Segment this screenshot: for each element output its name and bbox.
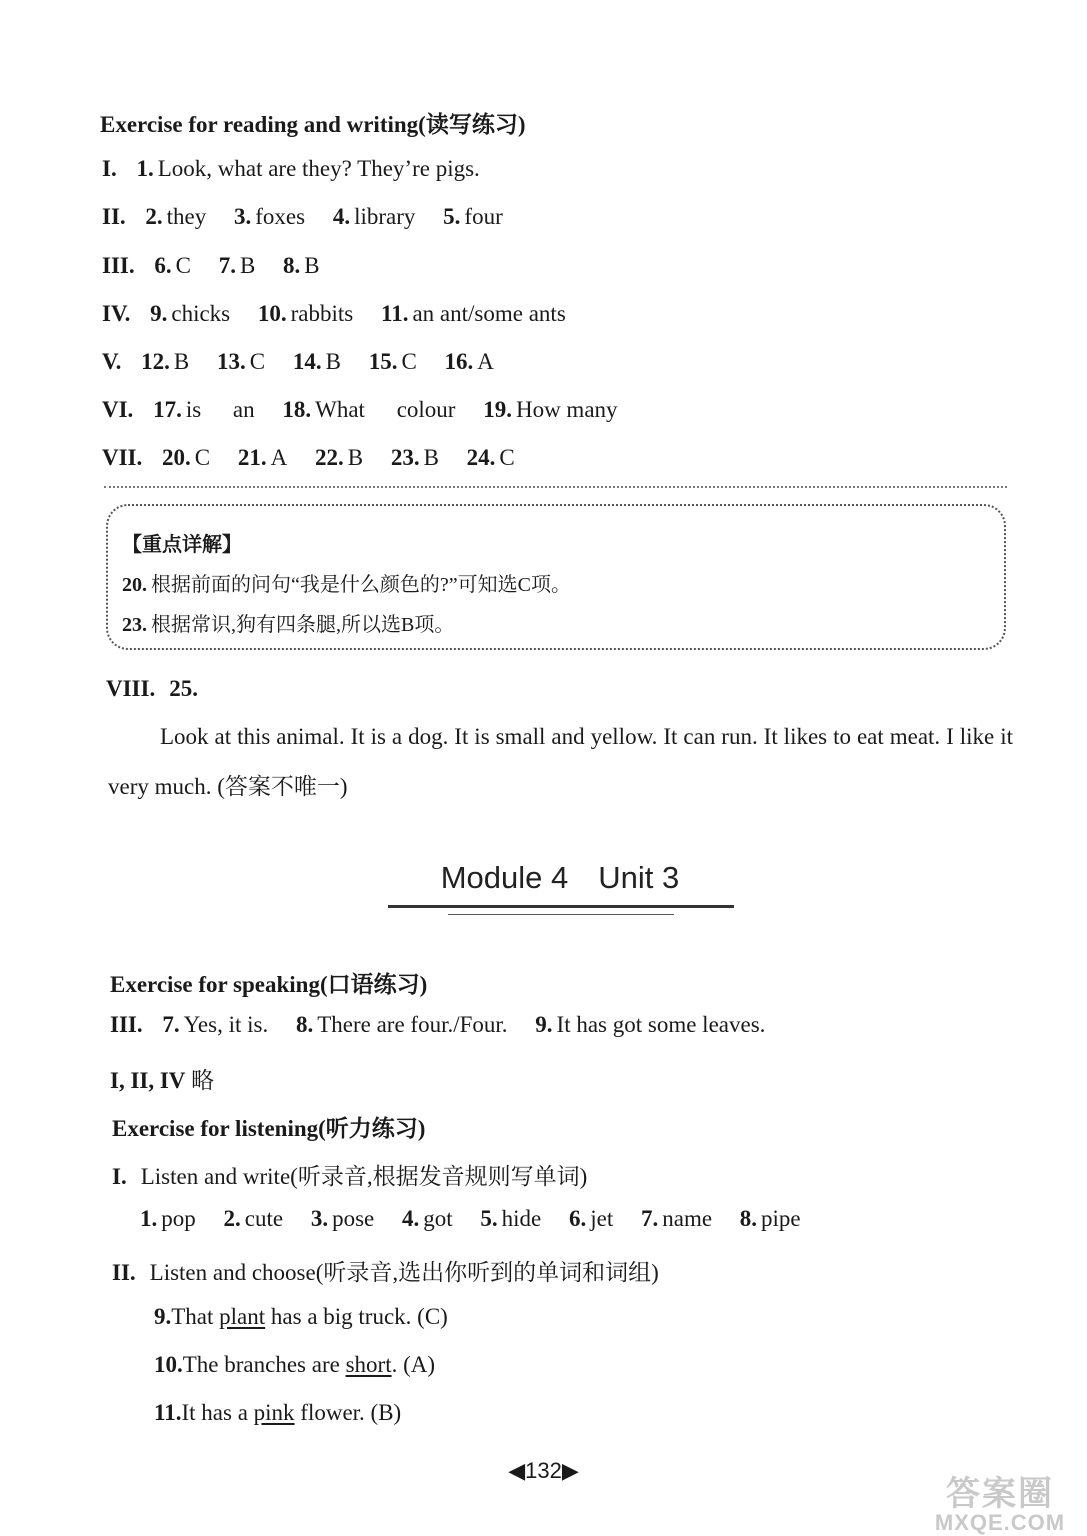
sentence-text: That [171, 1304, 220, 1329]
roman-numeral: I, II, IV [110, 1068, 186, 1093]
listening-part-i-title [112, 1158, 587, 1191]
module-label: Module 4 [440, 860, 569, 895]
answer-text: is [185, 397, 202, 422]
title-underline-thin [448, 914, 674, 915]
answer-text: C [249, 349, 266, 374]
answer-text: cute [244, 1206, 284, 1231]
answer-text: Yes, it is. [183, 1012, 269, 1037]
question-number: 3. [234, 204, 252, 229]
question-number: 10. [154, 1352, 183, 1377]
question-number: 9. [154, 1304, 172, 1329]
question-number: 23. [122, 614, 147, 636]
watermark-text: 答案圈 [946, 1475, 1054, 1513]
heading-text-cn: (口语练习) [319, 972, 428, 997]
underlined-word: pink [253, 1400, 295, 1425]
answer-text: C [194, 445, 211, 470]
question-number: 4. [332, 204, 351, 229]
roman-numeral: V. [102, 349, 122, 374]
answer-text: There are four./Four. [317, 1012, 508, 1037]
listening-sentence [154, 1400, 401, 1426]
question-number: 5. [443, 204, 461, 229]
answer-row-iii [102, 253, 342, 279]
sentence-text: It has a [181, 1400, 254, 1425]
question-number: 8. [739, 1206, 758, 1231]
answer-text: pop [161, 1206, 196, 1231]
roman-numeral: VI. [102, 397, 134, 422]
question-number: 8. [295, 1012, 314, 1037]
roman-numeral: II. [112, 1260, 136, 1285]
sentence-text: . (A) [391, 1352, 436, 1377]
question-number: 22. [314, 445, 344, 470]
question-number: 6. [154, 253, 172, 278]
section-divider [104, 486, 1007, 488]
answer-text: hide [501, 1206, 542, 1231]
question-number: 21. [237, 445, 267, 470]
answer-row-i [102, 156, 502, 182]
listening-part-ii-title [112, 1254, 659, 1287]
answer-text: got [423, 1206, 453, 1231]
answer-text: Look, what are they? They’re pigs. [157, 156, 480, 181]
heading-text: Exercise for speaking [110, 972, 320, 997]
explanation-text: 根据常识,狗有四条腿,所以选B项。 [151, 614, 455, 636]
answer-text: B [325, 349, 341, 374]
question-number: 12. [141, 349, 170, 374]
answer-text: C [175, 253, 191, 278]
explanation-text: 根据前面的问句“我是什么颜色的?”可知选C项。 [151, 574, 571, 596]
answer-text: B [173, 349, 190, 374]
answer-text: library [354, 204, 416, 229]
sentence-text: The branches are [182, 1352, 346, 1377]
answer-text: A [477, 349, 494, 374]
answer-text: pipe [761, 1206, 801, 1231]
page-number: ◀132▶ [508, 1458, 579, 1483]
sentence-text: flower. (B) [294, 1400, 402, 1425]
answer-text: B [239, 253, 256, 278]
question-number: 19. [483, 397, 512, 422]
underlined-word: plant [219, 1304, 266, 1329]
roman-numeral: VIII. [106, 676, 156, 701]
question-number: 1. [140, 1206, 158, 1231]
answer-text: C [401, 349, 417, 374]
question-number: 4. [401, 1206, 420, 1231]
question-number: 7. [162, 1012, 180, 1037]
question-number: 6. [568, 1206, 587, 1231]
key-point-line [122, 608, 454, 637]
question-number: 2. [145, 204, 163, 229]
question-number: 20. [162, 445, 191, 470]
question-number: 1. [136, 156, 154, 181]
question-number: 24. [466, 445, 496, 470]
answer-text: chicks [171, 301, 231, 326]
section-heading-reading-writing [100, 106, 526, 139]
watermark-url: MXQE.COM [934, 1510, 1066, 1535]
roman-numeral: VII. [102, 445, 143, 470]
part-title: Listen and choose [149, 1260, 316, 1285]
question-number: 9. [150, 301, 168, 326]
question-number: 10. [257, 301, 287, 326]
roman-numeral: I. [112, 1164, 127, 1189]
part-title: Listen and write [140, 1164, 291, 1189]
answer-text: an [232, 397, 255, 422]
answer-row-iv [102, 301, 588, 327]
question-number: 7. [640, 1206, 659, 1231]
heading-text: Exercise for listening [112, 1116, 319, 1141]
answer-row-vii [102, 445, 537, 471]
module-title [386, 860, 734, 896]
heading-text-cn: (听力练习) [318, 1116, 426, 1141]
question-number: 8. [283, 253, 301, 278]
answer-text: B [304, 253, 320, 278]
section-heading-speaking [110, 966, 427, 999]
answer-text: pose [332, 1206, 375, 1231]
question-number: 15. [368, 349, 398, 374]
part-title-cn: (听录音,根据发音规则写单词) [290, 1164, 588, 1189]
answer-text: foxes [255, 204, 306, 229]
question-number: 23. [390, 445, 420, 470]
question-number: 11. [380, 301, 409, 326]
answer-text: name [662, 1206, 713, 1231]
question-number: 18. [282, 397, 312, 422]
omitted-note: 略 [191, 1068, 215, 1093]
question-number: 9. [535, 1012, 553, 1037]
key-points-box [106, 504, 1006, 650]
question-number: 11. [154, 1400, 182, 1425]
answer-text: jet [590, 1206, 614, 1231]
answer-row-vi [102, 397, 640, 423]
unit-label: Unit 3 [598, 860, 680, 895]
answer-text: colour [396, 397, 456, 422]
heading-text-cn: (读写练习) [418, 112, 526, 137]
speaking-answers [110, 1012, 787, 1038]
speaking-omitted [110, 1062, 214, 1095]
question-number: 13. [217, 349, 246, 374]
part-title-cn: (听录音,选出你听到的单词和词组) [315, 1260, 659, 1285]
roman-numeral: III. [110, 1012, 143, 1037]
question-number: 5. [480, 1206, 498, 1231]
answer-text: they [166, 204, 207, 229]
roman-numeral: I. [102, 156, 117, 181]
answer-text: an ant/some ants [412, 301, 566, 326]
answer-row-viii [106, 676, 198, 702]
underlined-word: short [345, 1352, 392, 1377]
title-underline [388, 905, 734, 908]
key-points-title: 【重点详解】 [122, 534, 242, 556]
question-number: 20. [122, 574, 147, 596]
question-number: 14. [292, 349, 322, 374]
answer-text: What [315, 397, 365, 422]
sentence-text: has a big truck. (C) [265, 1304, 448, 1329]
question-number: 2. [223, 1206, 241, 1231]
roman-numeral: II. [102, 204, 126, 229]
answer-text: rabbits [290, 301, 354, 326]
answer-text: A [270, 445, 288, 470]
answer-text: It has got some leaves. [556, 1012, 766, 1037]
answer-text: B [347, 445, 364, 470]
answer-row-v [102, 349, 516, 375]
answer-text: C [499, 445, 515, 470]
key-point-line [122, 568, 571, 597]
answer-text: How many [515, 397, 618, 422]
roman-numeral: III. [102, 253, 135, 278]
question-number: 3. [310, 1206, 329, 1231]
section-heading-listening [112, 1110, 425, 1143]
heading-text: Exercise for reading and writing [100, 112, 419, 137]
answer-text: four [464, 204, 503, 229]
roman-numeral: IV. [102, 301, 131, 326]
question-number: 7. [218, 253, 236, 278]
question-number: 16. [444, 349, 474, 374]
question-number: 25. [169, 676, 198, 701]
answer-text: B [423, 445, 439, 470]
question-number: 17. [153, 397, 182, 422]
listening-sentence [154, 1304, 448, 1330]
answer-row-ii [102, 204, 525, 230]
listening-sentence [154, 1352, 435, 1378]
listening-part-i-answers [140, 1206, 823, 1232]
watermark-logo [920, 1476, 1080, 1536]
writing-sample-paragraph: Look at this animal. It is a dog. It is small and yellow. It can run. It likes to eat meat. I like it very much. (答案不唯一) [108, 724, 1013, 799]
